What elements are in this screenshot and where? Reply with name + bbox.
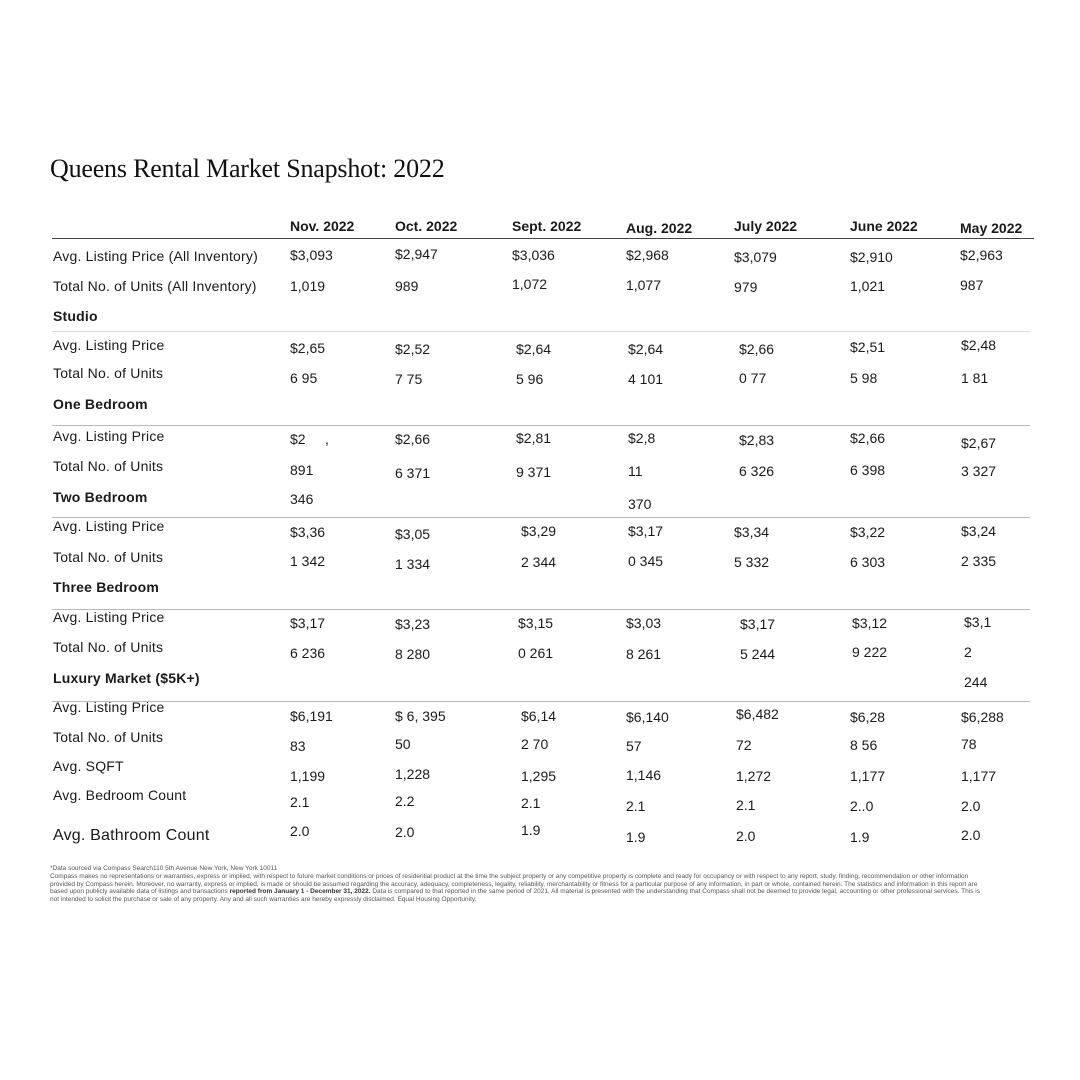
cell: 72: [736, 737, 752, 753]
row-label-avg-price: Avg. Listing Price: [53, 609, 165, 625]
cell: $2,64: [628, 341, 664, 357]
cell: 78: [961, 736, 977, 752]
cell: $3,17: [628, 523, 664, 539]
cell: 6 95: [290, 370, 318, 386]
row-label-avg-price: Avg. Listing Price: [53, 518, 165, 534]
row-label-units: Total No. of Units: [53, 458, 164, 474]
cell: 1.9: [850, 829, 870, 845]
cell: $6,28: [850, 709, 886, 725]
cell: 2 344: [521, 554, 557, 570]
cell: $6,191: [290, 708, 333, 724]
section-heading-luxury: Luxury Market ($5K+): [53, 670, 200, 686]
cell: 2.1: [736, 797, 756, 813]
cell: $3,15: [518, 615, 554, 631]
cell: 2.0: [395, 824, 415, 840]
cell: 891: [290, 462, 314, 478]
cell: 1,272: [736, 768, 772, 784]
cell: $2,52: [395, 341, 431, 357]
cell: $3,1: [964, 614, 992, 630]
cell: 9 222: [852, 644, 888, 660]
cell: 1,019: [290, 278, 326, 294]
section-divider: [52, 425, 1030, 426]
cell: 1,146: [626, 767, 662, 783]
disclaimer-period: reported from January 1 - December 31, 2022.: [229, 888, 371, 896]
cell: $2,65: [290, 340, 326, 356]
cell: 346: [290, 491, 314, 507]
cell: 6 236: [290, 645, 326, 661]
section-heading-one-bedroom: One Bedroom: [53, 396, 148, 412]
cell: $2,81: [516, 430, 552, 446]
cell: 8 56: [850, 737, 878, 753]
cell: 5 98: [850, 370, 878, 386]
cell: 989: [395, 278, 419, 294]
row-label-units: Total No. of Units: [53, 639, 164, 655]
cell: 6 371: [395, 465, 431, 481]
cell: 7 75: [395, 371, 423, 387]
row-label-avg-price: Avg. Listing Price: [53, 428, 165, 444]
cell: 1 81: [961, 370, 989, 386]
cell: $2,910: [850, 249, 893, 265]
page-title: Queens Rental Market Snapshot: 2022: [50, 154, 445, 183]
cell: 1,072: [512, 276, 548, 292]
cell: 6 303: [850, 554, 886, 570]
row-label-units: Total No. of Units: [53, 365, 164, 381]
cell: 5 96: [516, 371, 544, 387]
cell: 1,077: [626, 277, 662, 293]
cell: $2,48: [961, 337, 997, 353]
row-label-avg-price: Avg. Listing Price: [53, 337, 165, 353]
cell: 1,228: [395, 766, 431, 782]
cell: $2,83: [739, 432, 775, 448]
column-header-june: June 2022: [850, 218, 918, 234]
column-header-may: May 2022: [960, 220, 1023, 236]
cell: $3,03: [626, 615, 662, 631]
cell: 244: [964, 674, 988, 690]
cell: $3,29: [521, 523, 557, 539]
column-header-oct: Oct. 2022: [395, 218, 458, 234]
cell: 2.0: [961, 827, 981, 843]
cell: 8 280: [395, 646, 431, 662]
cell: $ 6, 395: [395, 708, 446, 724]
cell: 1.9: [626, 829, 646, 845]
cell: 1 342: [290, 553, 326, 569]
cell: $3,34: [734, 524, 770, 540]
column-header-july: July 2022: [734, 218, 798, 234]
section-divider: [52, 331, 1030, 332]
section-heading-studio: Studio: [53, 308, 98, 324]
cell: $3,22: [850, 524, 886, 540]
cell: $2,963: [960, 247, 1003, 263]
cell: $6,14: [521, 708, 557, 724]
disclaimer-text-end: Data is compared to that reported in the same period of 2021. All material is presented with the understanding that Compass shall not be deemed to provide legal, accounting or other professional services. This is not intended to solicit the purchase or sale of any property. Any and all such warranties are hereby expressly disclaimed. Equal Housing Opportunity.: [50, 888, 980, 903]
cell: $2,968: [626, 247, 669, 263]
cell: 2: [964, 644, 972, 660]
cell: $3,17: [740, 616, 776, 632]
cell: 8 261: [626, 646, 662, 662]
cell: 0 345: [628, 553, 664, 569]
column-header-nov: Nov. 2022: [290, 218, 355, 234]
cell: 6 398: [850, 462, 886, 478]
cell: 979: [734, 279, 758, 295]
cell: $3,17: [290, 615, 326, 631]
cell: $3,12: [852, 615, 888, 631]
section-divider: [52, 609, 1030, 610]
cell: 0 261: [518, 645, 554, 661]
cell: 2 70: [521, 736, 549, 752]
cell: 5 332: [734, 554, 770, 570]
section-divider: [52, 517, 1030, 518]
cell: $6,288: [961, 709, 1004, 725]
cell: 2.2: [395, 793, 415, 809]
cell: 4 101: [628, 371, 664, 387]
column-header-sept: Sept. 2022: [512, 218, 582, 234]
cell: 1,199: [290, 768, 326, 784]
cell: 0 77: [739, 370, 767, 386]
cell: $3,093: [290, 247, 333, 263]
cell: $3,079: [734, 249, 777, 265]
cell: 987: [960, 277, 984, 293]
row-label-avg-price-all: Avg. Listing Price (All Inventory): [53, 248, 258, 264]
cell: $2,66: [850, 430, 886, 446]
cell: $3,24: [961, 523, 997, 539]
cell: 83: [290, 738, 306, 754]
cell: 5 244: [740, 646, 776, 662]
cell: $6,482: [736, 706, 779, 722]
row-label-units-all: Total No. of Units (All Inventory): [53, 278, 257, 294]
row-label-units: Total No. of Units: [53, 729, 164, 745]
cell: 2.0: [961, 798, 981, 814]
cell: 2.0: [290, 823, 310, 839]
cell: 1,177: [961, 768, 997, 784]
cell: $2,8: [628, 430, 656, 446]
column-header-aug: Aug. 2022: [626, 220, 693, 236]
cell: 50: [395, 736, 411, 752]
cell: 1,177: [850, 768, 886, 784]
cell: 2.1: [290, 794, 310, 810]
footer-disclaimer: [50, 873, 980, 903]
cell: $3,036: [512, 247, 555, 263]
row-label-bedrooms: Avg. Bedroom Count: [53, 787, 187, 803]
section-heading-three-bedroom: Three Bedroom: [53, 579, 160, 595]
cell: 57: [626, 738, 642, 754]
footer-source: *Data sourced via Compass Search110 5th Avenue New York, New York 10011: [50, 865, 278, 872]
cell: 11: [628, 463, 643, 479]
section-heading-two-bedroom: Two Bedroom: [53, 489, 148, 505]
cell: 9 371: [516, 464, 552, 480]
cell: $2,66: [739, 341, 775, 357]
cell: 3 327: [961, 463, 997, 479]
cell: $3,05: [395, 526, 431, 542]
cell: 2..0: [850, 798, 874, 814]
cell: $2,51: [850, 339, 886, 355]
cell: $2 ,: [290, 431, 329, 447]
cell: 2.1: [521, 795, 541, 811]
cell: 1,021: [850, 278, 886, 294]
cell: $3,23: [395, 616, 431, 632]
header-divider: [52, 238, 1034, 239]
cell: $2,67: [961, 435, 997, 451]
row-label-sqft: Avg. SQFT: [53, 758, 124, 774]
row-label-avg-price: Avg. Listing Price: [53, 699, 165, 715]
cell: $2,947: [395, 246, 438, 262]
cell: 2 335: [961, 553, 997, 569]
row-label-units: Total No. of Units: [53, 549, 164, 565]
cell: $3,36: [290, 524, 326, 540]
disclaimer-text: Compass makes no representations or warranties, express or implied, with respect to future market conditions or prices of residential product at the time the subject property or any competitive property is complete and ready for occupancy or with respect to any report, study, finding, recommendation or other information provided by Compass herein. Moreover, no warranty, express or implied, is made or should be assumed regarding the accuracy, adequacy, completeness, legality, reliability, merchantability or fitness for a particular purpose of any information, in part or whole, contained herein. The statistics and information in this report are based upon publicly available data of listings and transactions: [50, 873, 978, 896]
cell: 2.1: [626, 798, 646, 814]
cell: 1,295: [521, 768, 557, 784]
cell: 1.9: [521, 822, 541, 838]
cell: $2,66: [395, 431, 431, 447]
cell: 2.0: [736, 828, 756, 844]
cell: $2,64: [516, 341, 552, 357]
row-label-bathrooms: Avg. Bathroom Count: [53, 827, 210, 844]
cell: 1 334: [395, 556, 431, 572]
section-divider: [52, 701, 1030, 702]
cell: 370: [628, 496, 652, 512]
cell: $6,140: [626, 709, 669, 725]
cell: 6 326: [739, 463, 775, 479]
